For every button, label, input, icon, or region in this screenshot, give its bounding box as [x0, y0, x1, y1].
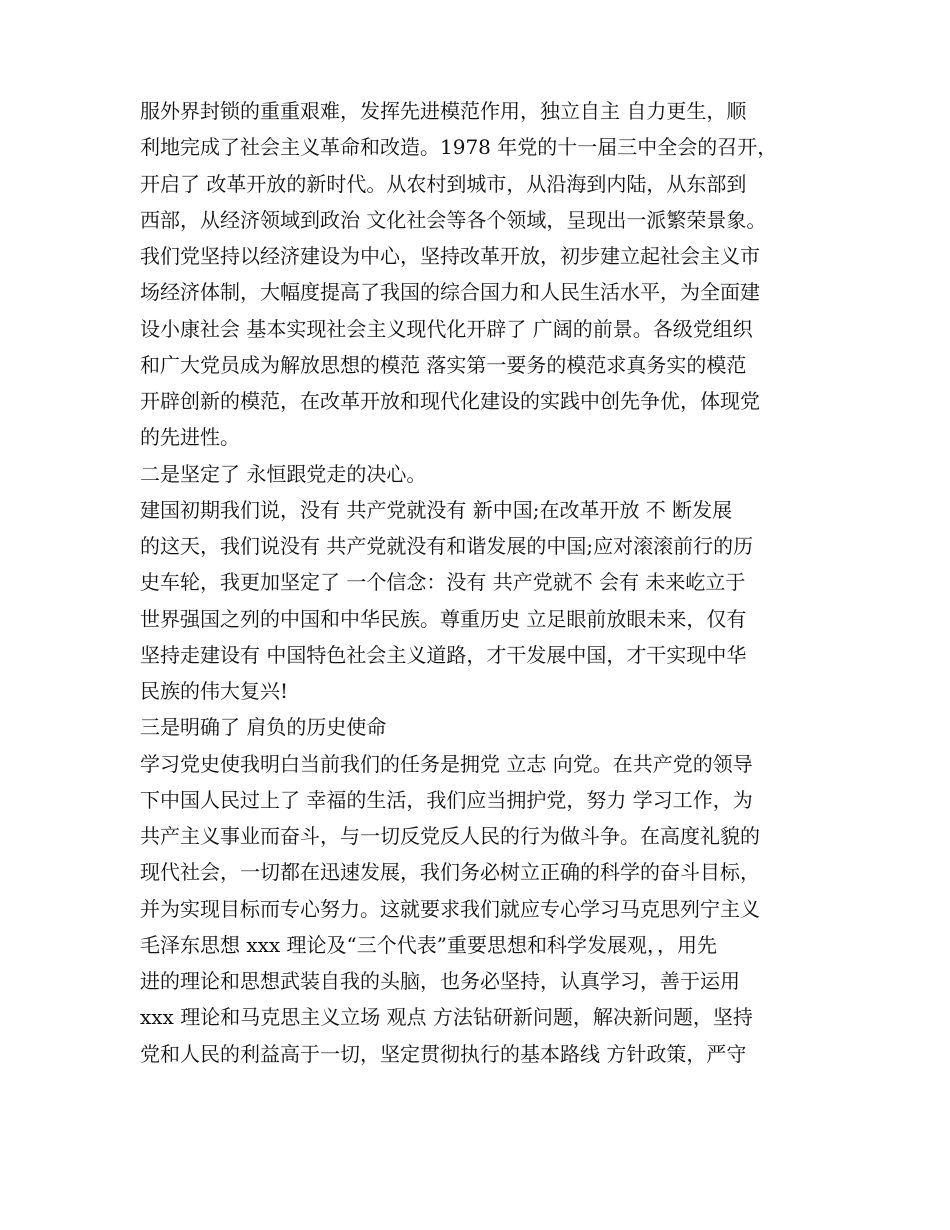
text-line: 设小康社会 基本实现社会主义现代化开辟了 广阔的前景。各级党组织 [140, 316, 753, 341]
text-line: 坚持走建设有 中国特色社会主义道路，才干发展中国，才干实现中华 [140, 642, 747, 667]
text-line: 共产主义事业而奋斗，与一切反党反人民的行为做斗争。在高度礼貌的 [140, 824, 760, 848]
text-line: 西部，从经济领域到政治 文化社会等各个领域，呈现出一派繁荣景象。 [140, 207, 767, 232]
text-line: 学习党史使我明白当前我们的任务是拥党 立志 向党。在共产党的领导 [140, 751, 753, 776]
text-line: 民族的伟大复兴! [140, 679, 289, 703]
section-heading: 三是明确了 肩负的历史使命 [140, 715, 387, 740]
text-line: 毛泽东思想 xxx 理论及“三个代表”重要思想和科学发展观，，用先 [140, 932, 718, 957]
text-line: 并为实现目标而专心努力。这就要求我们就应专心学习马克思列宁主义 [140, 896, 760, 921]
text-line: 下中国人民过上了 幸福的生活，我们应当拥护党，努力 学习工作，为 [140, 787, 753, 812]
text-line: 我们党坚持以经济建设为中心，坚持改革开放，初步建立起社会主义市 [140, 244, 760, 268]
text-line: 党和人民的利益高于一切，坚定贯彻执行的基本路线 方针政策，严守 [140, 1041, 747, 1066]
text-line: 的这天，我们说没有 共产党就没有和谐发展的中国;应对滚滚前行的历 [140, 534, 754, 558]
text-line: 世界强国之列的中国和中华民族。尊重历史 立足眼前放眼未来，仅有 [140, 606, 747, 631]
body-text [140, 93, 830, 1072]
text-line: 现代社会，一切都在迅速发展，我们务必树立正确的科学的奋斗目标， [140, 860, 760, 885]
text-line: 利地完成了社会主义革命和改造。1978 年党的十一届三中全会的召开， [140, 135, 778, 160]
text-line: 服外界封锁的重重艰难，发挥先进模范作用，独立自主 自力更生，顺 [140, 99, 747, 123]
text-line: 进的理论和思想武装自我的头脑，也务必坚持，认真学习，善于运用 [140, 969, 740, 993]
text-line: 建国初期我们说，没有 共产党就没有 新中国;在改革开放 不 断发展 [140, 497, 733, 522]
section-heading: 二是坚定了 永恒跟党走的决心。 [140, 461, 427, 486]
text-line: xxx 理论和马克思主义立场 观点 方法钻研新问题，解决新问题，坚持 [140, 1005, 753, 1030]
text-line: 开启了 改革开放的新时代。从农村到城市，从沿海到内陆，从东部到 [140, 171, 747, 196]
text-line: 和广大党员成为解放思想的模范 落实第一要务的模范求真务实的模范 [140, 352, 747, 377]
text-line: 的先进性。 [140, 425, 240, 450]
text-line: 史车轮，我更加坚定了 一个信念：没有 共产党就不 会有 未来屹立于 [140, 570, 746, 595]
text-line: 场经济体制，大幅度提高了我国的综合国力和人民生活水平，为全面建 [140, 280, 760, 305]
text-line: 开辟创新的模范，在改革开放和现代化建设的实践中创先争优，体现党 [140, 389, 760, 413]
